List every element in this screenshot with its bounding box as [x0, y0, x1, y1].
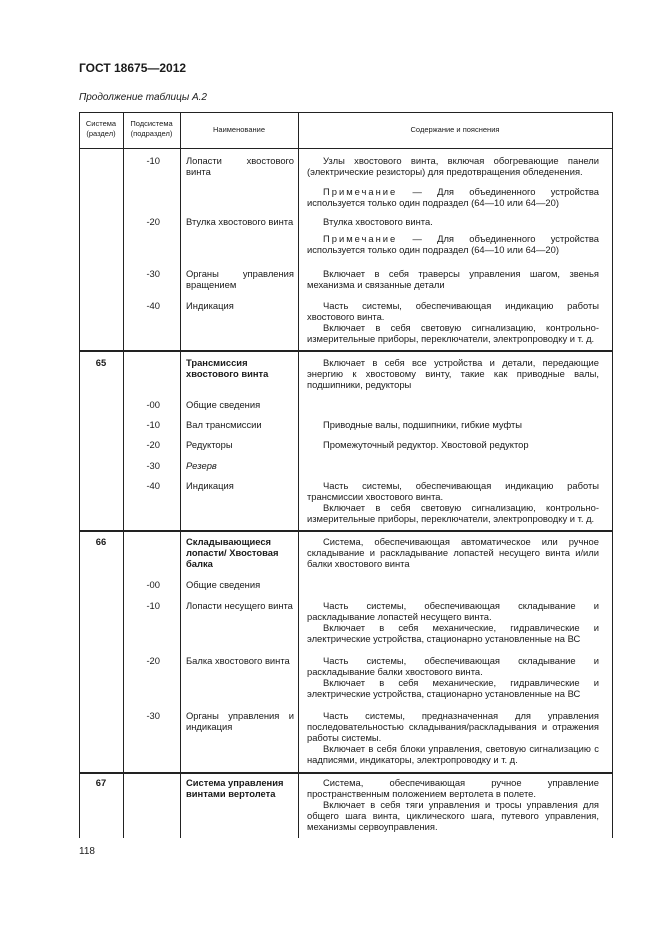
system-number: 67: [95, 777, 107, 788]
system-name: Система управления винтами вертолета: [186, 777, 284, 799]
section-divider: [79, 772, 612, 774]
item-name: Вал трансмиссии: [186, 419, 262, 430]
subsystem-code: -20: [146, 655, 160, 666]
header-bottom-border: [79, 148, 612, 149]
item-name: Лопасти несущего винта: [186, 600, 293, 611]
section-divider: [79, 530, 612, 532]
item-content: Часть системы, обеспечивающая складывание и раскладывание балки хвостового винта. Включает в себя механические, гидравлические и электрические устройства, стационарно установленные на ВС: [307, 655, 599, 699]
item-content: Промежуточный редуктор. Хвостовой редуктор: [323, 439, 529, 450]
item-name: Редукторы: [186, 439, 233, 450]
header-content: Содержание и пояснения: [410, 125, 500, 134]
subsystem-code: -20: [146, 439, 160, 450]
item-content: Система, обеспечивающая ручное управление пространственным положением вертолета в полете. Включает в себя тяги управления и тросы управления для общего шага винта, циклического шага, путевого управления, механизмы сервоуправления.: [307, 777, 599, 832]
subsystem-code: -10: [146, 155, 160, 166]
table: [79, 112, 612, 838]
item-name: Органы управления и индикация: [186, 710, 294, 732]
item-content: Часть системы, обеспечивающая складывание и раскладывание лопастей несущего винта. Включает в себя механические, гидравлические и электрические устройства, стационарно установленные на ВС: [307, 600, 599, 644]
subsystem-code: -40: [146, 300, 160, 311]
table-caption: Продолжение таблицы А.2: [79, 92, 207, 103]
item-name: Балка хвостового винта: [186, 655, 290, 666]
item-name: Лопасти хвостового винта: [186, 155, 294, 177]
page-number: 118: [79, 846, 95, 857]
table-border-left: [79, 112, 80, 838]
subsystem-code: -10: [146, 419, 160, 430]
item-name: Общие сведения: [186, 579, 261, 590]
item-content: Часть системы, предназначенная для управления последовательностью складывания/раскладывания и отражения работы системы. Включает в себя блоки управления, световую сигнализацию с надписями, индикаторы, электропроводку и т. д.: [307, 710, 599, 765]
system-name: Складывающиеся лопасти/ Хвостовая балка: [186, 536, 279, 569]
column-divider: [298, 112, 299, 838]
item-name: Втулка хвостового винта: [186, 216, 294, 227]
subsystem-code: -00: [146, 579, 160, 590]
subsystem-code: -10: [146, 600, 160, 611]
item-name: Органы управления вращением: [186, 268, 294, 290]
doc-title: ГОСТ 18675—2012: [79, 61, 187, 75]
note-label: Примечание: [323, 233, 398, 244]
item-content: Включает в себя все устройства и детали, передающие энергию к хвостовому винту, такие как приводные валы, подшипники, редукторы: [307, 357, 599, 390]
item-content: Система, обеспечивающая автоматическое или ручное складывание и раскладывание лопастей несущего винта и/или балки хвостового винта: [307, 536, 599, 569]
header-name: Наименование: [213, 125, 265, 134]
system-number: 66: [95, 536, 107, 547]
item-name: Резерв: [186, 460, 217, 471]
section-divider: [79, 350, 612, 352]
subsystem-code: -20: [146, 216, 160, 227]
subsystem-code: -30: [146, 268, 160, 279]
table-border-right: [612, 112, 613, 838]
system-number: 65: [95, 357, 107, 368]
item-content: Приводные валы, подшипники, гибкие муфты: [323, 419, 522, 430]
item-content: Узлы хвостового винта, включая обогревающие панели (электрические резисторы) для предотвращения обледенения. Примечание — Для объединенного устройства используется только один подраздел (64—10 или 64—20): [307, 155, 599, 208]
item-content: Часть системы, обеспечивающая индикацию работы хвостового винта. Включает в себя световую сигнализацию, контрольно-измерительные приборы, переключатели, электропроводку и т. д.: [307, 300, 599, 344]
item-content: Включает в себя траверсы управления шагом, звенья механизма и связанные детали: [307, 268, 599, 290]
column-divider: [180, 112, 181, 838]
system-name: Трансмиссия хвостового винта: [186, 357, 269, 379]
subsystem-code: -40: [146, 480, 160, 491]
subsystem-code: -00: [146, 399, 160, 410]
table-top-border: [79, 112, 612, 113]
item-name: Индикация: [186, 300, 234, 311]
item-content: Втулка хвостового винта. Примечание — Для объединенного устройства используется только один подраздел (64—10 или 64—20): [307, 216, 599, 255]
note-label: Примечание: [323, 186, 398, 197]
item-content: Часть системы, обеспечивающая индикацию работы трансмиссии хвостового винта. Включает в себя световую сигнализацию, контрольно-измерительные приборы, переключатели, электропроводку и т. д.: [307, 480, 599, 524]
subsystem-code: -30: [146, 460, 160, 471]
header-subsystem: Подсистема (подраздел): [130, 119, 173, 138]
subsystem-code: -30: [146, 710, 160, 721]
item-name: Индикация: [186, 480, 234, 491]
item-name: Общие сведения: [186, 399, 261, 410]
header-system: Система (раздел): [85, 119, 117, 138]
